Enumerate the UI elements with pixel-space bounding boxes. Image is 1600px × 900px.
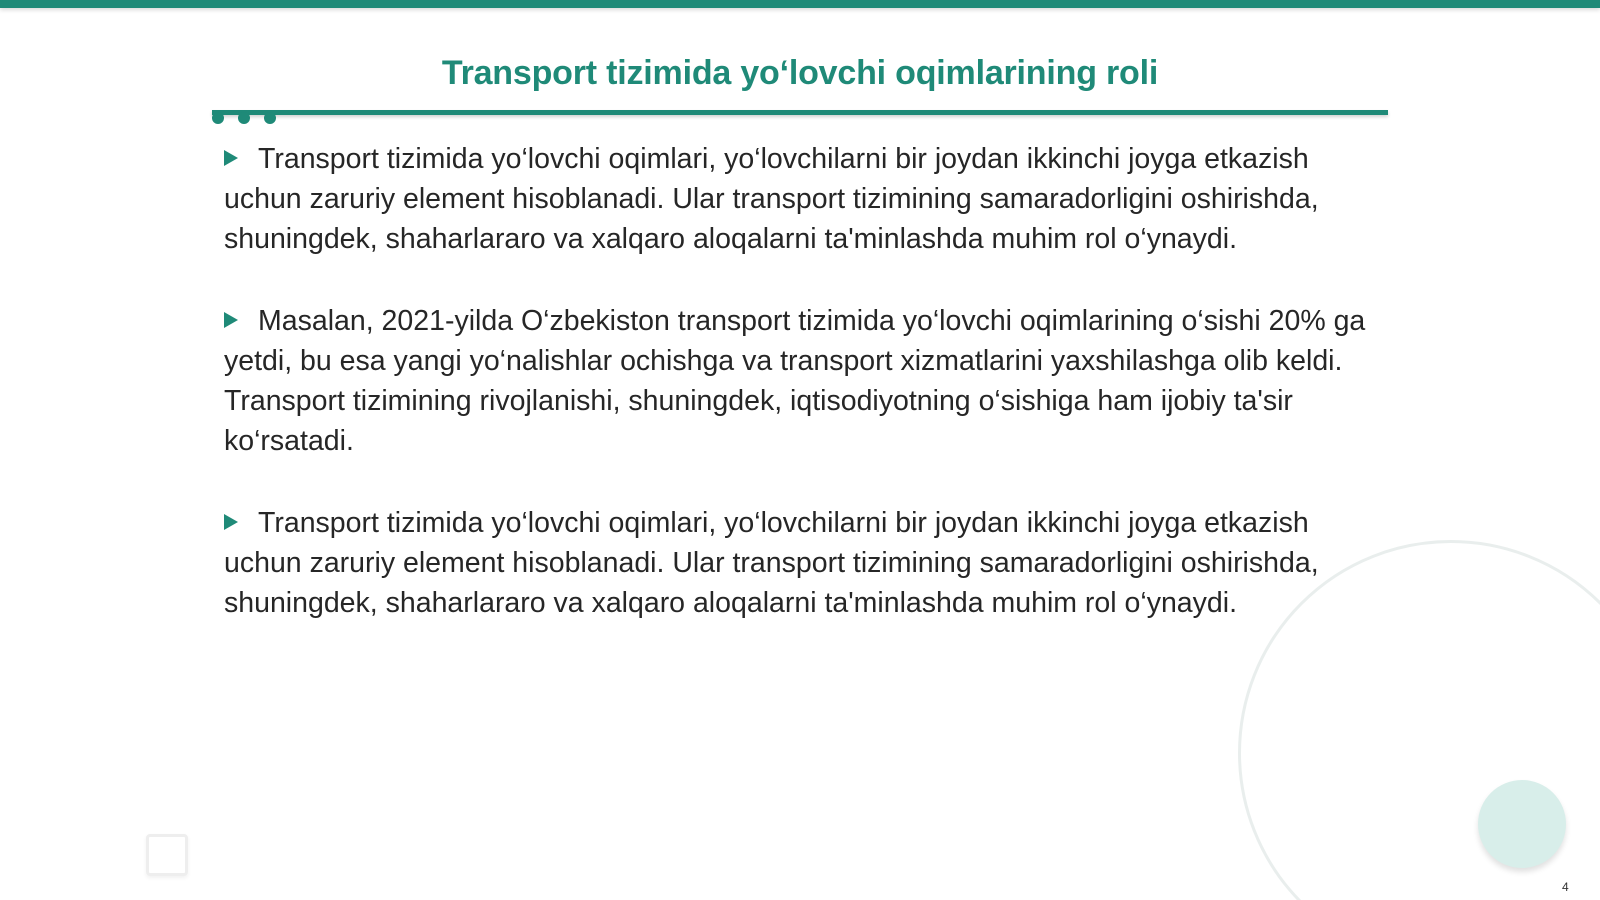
rule-dot [264,112,276,124]
triangle-bullet-icon [224,150,238,166]
page-number: 4 [1562,880,1569,894]
slide-title: Transport tizimida yo‘lovchi oqimlarining roli [441,54,1159,92]
paragraph-text: Transport tizimida yo‘lovchi oqimlari, yo‘lovchilarni bir joydan ikkinchi joyga etkazish uchun zaruriy element hisoblanadi. Ular transport tizimining samaradorligini oshirishda, shuningdek, shaharlararo va xalqaro aloqalarni ta'minlashda muhim rol o‘ynaydi. [224,507,1319,619]
rule-dot [212,112,224,124]
slide-body [224,139,1384,665]
paragraph-text: Transport tizimida yo‘lovchi oqimlari, yo‘lovchilarni bir joydan ikkinchi joyga etkazish uchun zaruriy element hisoblanadi. Ular transport tizimining samaradorligini oshirishda, shuningdek, shaharlararo va xalqaro aloqalarni ta'minlashda muhim rol o‘ynaydi. [224,143,1319,255]
rule-dot [238,112,250,124]
title-underline [212,110,1388,115]
triangle-bullet-icon [224,312,238,328]
paragraph-text: Masalan, 2021-yilda O‘zbekiston transport tizimida yo‘lovchi oqimlarining o‘sishi 20% ga yetdi, bu esa yangi yo‘nalishlar ochishga va transport xizmatlarini yaxshilashga olib keldi. Transport tizimining rivojlanishi, shuningdek, iqtisodiyotning o‘sishiga ham ijobiy ta'sir ko‘rsatadi. [224,305,1366,457]
bullet-paragraph [224,139,1384,259]
triangle-bullet-icon [224,514,238,530]
decorative-circle [1478,780,1566,868]
top-accent-bar [0,0,1600,8]
bullet-paragraph [224,301,1384,461]
bullet-paragraph [224,503,1384,623]
decorative-square [146,834,188,876]
